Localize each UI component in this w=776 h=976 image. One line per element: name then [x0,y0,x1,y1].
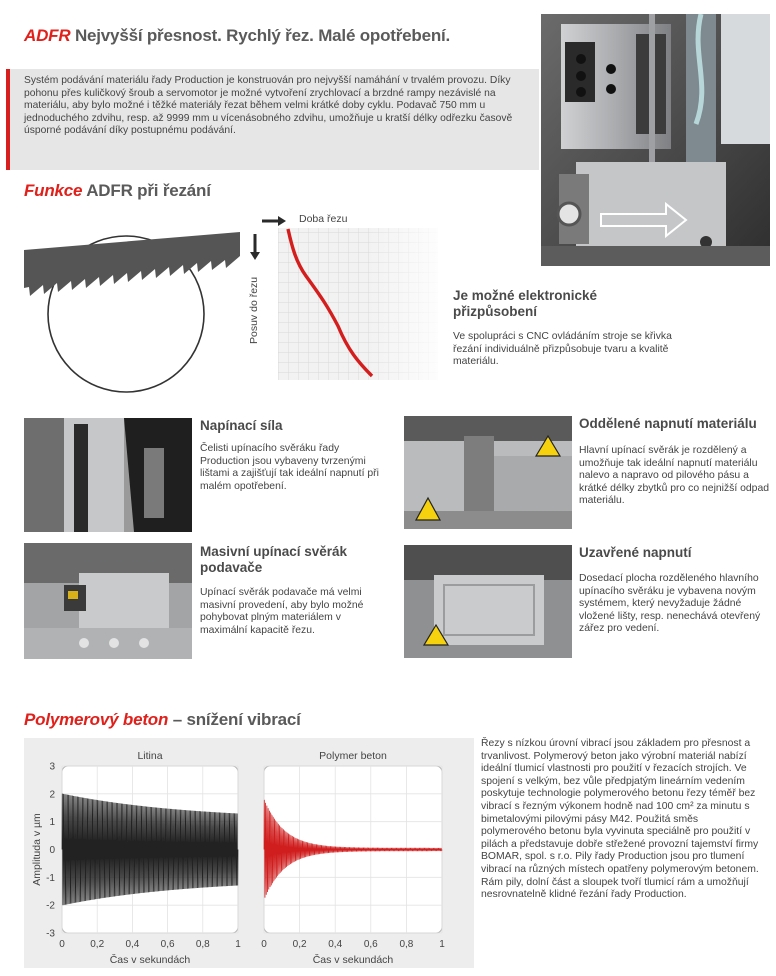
funkce-title-rest: ADFR při řezání [86,181,211,200]
y-tick-label: -3 [46,928,55,940]
intro-text: Systém podávání materiálu řady Production je konstruován pro nejvyšší namáhání v trvalém provozu. Díky pohonu přes kuličkový šroub a servomotor je možné vytvoření zrychlovací a brzdné rampy nezávislé na materiálu, aby bylo možné i těžké materiály řezat během velmi krátké doby cyklu. Podavač 750 mm u jednoduchého zdvihu, resp. až 9999 mm u vícenásobného zdvihu, umožňuje u kratší délky odřezku časově úsporné podávání díky postupnému podávání. [24,75,513,136]
y-tick-label: 1 [49,817,55,829]
x-tick-label: 0 [59,939,65,950]
x-tick-label: 0,4 [328,939,343,950]
y-tick-label: -2 [46,900,55,912]
feature-title-4: Uzavřené napnutí [579,545,692,560]
tagline: Nejvyšší přesnost. Rychlý řez. Malé opotřebení. [74,26,451,45]
feature-photo-clamping-force [24,418,192,532]
feature-photo-feeder-vise [24,543,192,659]
x-tick-label: 0,2 [90,939,105,950]
feature-text-2: Hlavní upínací svěrák je rozdělený a umožňuje tak ideální napnutí materiálu nalevo a napravo od pilového pásu a krátké délky zbytků pro co nejnižší odpad materiálu. [579,445,770,507]
x-tick-label: 0,6 [160,939,175,950]
x-tick-label: 0 [261,939,267,950]
y-tick-label: 0 [49,845,55,856]
feature-title-1: Napínací síla [200,418,283,433]
intro-box [6,69,539,170]
main-heading [24,26,450,46]
adaptive-text: Ve spolupráci s CNC ovládáním stroje se křivka řezání individuálně přizpůsobuje tvaru a kvalitě materiálu. [453,331,672,368]
feature-text-3: Upínací svěrák podavače má velmi masivní provedení, aby bylo možné pohybovat plným materiálem v maximální kapacitě řezu. [200,587,364,636]
saw-illustration [20,228,244,400]
funkce-heading [24,181,211,201]
feature-text-1: Čelisti upínacího svěráku řady Production jsou vybaveny tvrzenými lištami a zajišťují tak ideální napnutí při malém opotřebení. [200,443,379,492]
feature-photo-separate-clamping [404,416,572,529]
chart-title-2: Polymer beton [319,750,387,762]
vibration-charts-panel [24,738,474,968]
x-tick-label: 0,8 [399,939,414,950]
y-tick-label: 3 [49,761,55,773]
polymer-title-red: Polymerový beton [24,710,169,729]
feature-title-2: Oddělené napnutí materiálu [579,416,757,431]
feature-photo-closed-clamping [404,545,572,658]
x-tick-label: 0,4 [125,939,140,950]
polymer-heading [24,710,301,730]
feature-text-4: Dosedací plocha rozděleného hlavního upínacího svěráku je vybavena novým systémem, který nevyžaduje žádné vložené lišty, resp. nenechává otevřený zářez pro vedení. [579,573,761,635]
x-tick-label: 1 [439,939,445,950]
x-tick-label: 0,6 [363,939,378,950]
funkce-title-red: Funkce [24,181,83,200]
axis-label-time: Doba řezu [299,213,348,225]
axis-label-feed: Posuv do řezu [248,276,260,344]
x-tick-label: 1 [235,939,241,950]
x-axis-label-1: Čas v sekundách [109,954,191,966]
adaptive-title: Je možné elektronické přizpůsobení [453,288,598,319]
x-tick-label: 0,2 [292,939,307,950]
x-tick-label: 0,8 [195,939,210,950]
feature-title-3: Masivní upínací svěrák podavače [200,544,348,575]
polymer-text: Řezy s nízkou úrovní vibrací jsou základem pro přesnost a trvanlivost. Polymerový beton jako výrobní materiál nabízí ideální tlumicí vlastnosti pro použití v řezacích strojích. Ve spojení s velkým, bez vůle předpjatým lineárním vedením poskytuje technologie polymerového betonu řezy téměř bez vibrací s řezným výkonem hodně nad 100 cm² za minutu s bimetalovými pilovými pásy M42. Použitá směs polymerového betonu byla vyvinuta speciálně pro použití v pilách a představuje dobře střežené provozní tajemství firmy BOMAR, spol. s r.o. Pily řady Production jsou pro tlumení vibrací na různých místech opatřeny polymerovým betonem. Rám pily, dolní část a sloupek tvoří tlumicí rám a umožňují nesrovnatelně klidné řezání řady Production. [481,738,759,901]
cutting-curve-graph [248,212,444,382]
y-axis-label: Amplituda v µm [31,813,43,886]
brand-label: ADFR [24,26,71,45]
y-tick-label: 2 [49,789,55,801]
chart-title-1: Litina [137,750,163,762]
x-axis-label-2: Čas v sekundách [312,954,394,966]
y-tick-label: -1 [46,872,55,884]
vibration-charts [24,738,474,968]
polymer-title-rest: – snížení vibrací [172,710,301,729]
feeder-photo [541,14,770,266]
